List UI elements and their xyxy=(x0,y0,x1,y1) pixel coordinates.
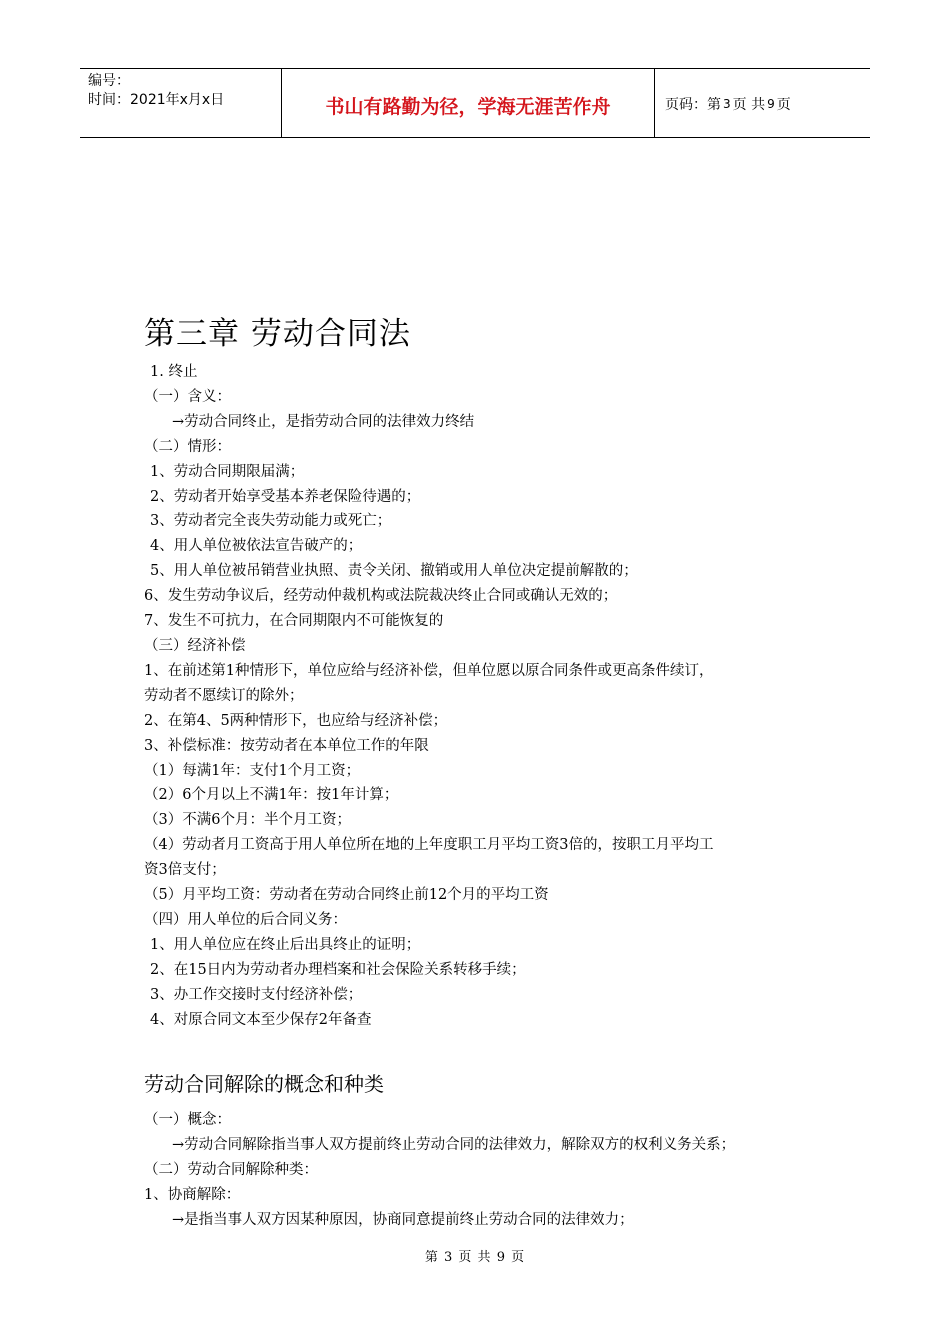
header-page-cell xyxy=(655,69,870,137)
header-motto-cell xyxy=(282,69,655,137)
paragraph-line: 1、劳动合同期限届满； xyxy=(150,463,305,480)
page-total: 9 xyxy=(767,97,775,111)
paragraph-line: （3）不满6个月：半个月工资； xyxy=(144,812,351,829)
chapter-title: 第三章 劳动合同法 xyxy=(144,316,411,352)
paragraph-line: 2、劳动者开始享受基本养老保险待遇的； xyxy=(150,488,421,505)
paragraph-line: 2、在第4、5两种情形下，也应给与经济补偿； xyxy=(144,712,448,729)
paragraph-line: →是指当事人双方因某种原因，协商同意提前终止劳动合同的法律效力； xyxy=(172,1212,634,1229)
paragraph-line: 6、发生劳动争议后，经劳动仲裁机构或法院裁决终止合同或确认无效的； xyxy=(144,588,618,605)
header-meta-cell xyxy=(80,69,282,137)
section-title: 劳动合同解除的概念和种类 xyxy=(144,1072,384,1097)
code-label: 编号： xyxy=(88,73,130,89)
paragraph-line: 4、对原合同文本至少保存2年备查 xyxy=(150,1011,372,1028)
paragraph-line: 3、办工作交接时支付经济补偿； xyxy=(150,986,363,1003)
document-body xyxy=(144,312,824,1233)
page-mid: 页 共 xyxy=(732,97,766,113)
time-label: 时间：2021年x月x日 xyxy=(88,92,225,108)
section-dissolution xyxy=(144,1108,824,1233)
paragraph-line: →劳动合同终止，是指劳动合同的法律效力终结 xyxy=(172,413,475,430)
page-header xyxy=(80,68,870,138)
paragraph-line: 4、用人单位被依法宣告破产的； xyxy=(150,538,363,555)
paragraph-line: 3、补偿标准：按劳动者在本单位工作的年限 xyxy=(144,737,429,754)
paragraph-line: 2、在15日内为劳动者办理档案和社会保险关系转移手续； xyxy=(150,961,526,978)
paragraph-line: （一）概念： xyxy=(144,1112,231,1129)
page-suffix: 页 xyxy=(776,97,791,113)
paragraph-line: 5、用人单位被吊销营业执照、责令关闭、撤销或用人单位决定提前解散的； xyxy=(150,563,638,580)
paragraph-line: 3、劳动者完全丧失劳动能力或死亡； xyxy=(150,513,392,530)
paragraph-line: 1、在前述第1种情形下，单位应给与经济补偿，但单位愿以原合同条件或更高条件续订， xyxy=(144,662,714,679)
paragraph-line: 1、协商解除： xyxy=(144,1187,241,1204)
paragraph-line: 劳动者不愿续订的除外； xyxy=(144,687,304,704)
paragraph-line: （一）含义： xyxy=(144,388,231,405)
section-termination xyxy=(144,360,824,1032)
paragraph-line: （四）用人单位的后合同义务： xyxy=(144,911,347,928)
paragraph-line: （5）月平均工资：劳动者在劳动合同终止前12个月的平均工资 xyxy=(144,887,549,904)
paragraph-line: （1）每满1年：支付1个月工资； xyxy=(144,762,361,779)
paragraph-line: （二）劳动合同解除种类： xyxy=(144,1162,318,1179)
motto-text: 书山有路勤为径，学海无涯苦作舟 xyxy=(325,95,611,118)
paragraph-line: 7、发生不可抗力，在合同期限内不可能恢复的 xyxy=(144,613,444,630)
page-prefix: 页码：第 xyxy=(665,97,721,113)
paragraph-line: （二）情形： xyxy=(144,438,231,455)
paragraph-line: →劳动合同解除指当事人双方提前终止劳动合同的法律效力，解除双方的权利义务关系； xyxy=(172,1137,736,1154)
page-current: 3 xyxy=(723,97,731,111)
paragraph-line: 资3倍支付； xyxy=(144,862,226,879)
paragraph-line: 1. 终止 xyxy=(150,364,198,380)
paragraph-line: 1、用人单位应在终止后出具终止的证明； xyxy=(150,936,421,953)
page-footer: 第 3 页 共 9 页 xyxy=(424,1250,526,1265)
paragraph-line: （2）6个月以上不满1年：按1年计算； xyxy=(144,787,399,804)
paragraph-line: （4）劳动者月工资高于用人单位所在地的上年度职工月平均工资3倍的，按职工月平均工 xyxy=(144,837,714,854)
paragraph-line: （三）经济补偿 xyxy=(144,637,246,654)
